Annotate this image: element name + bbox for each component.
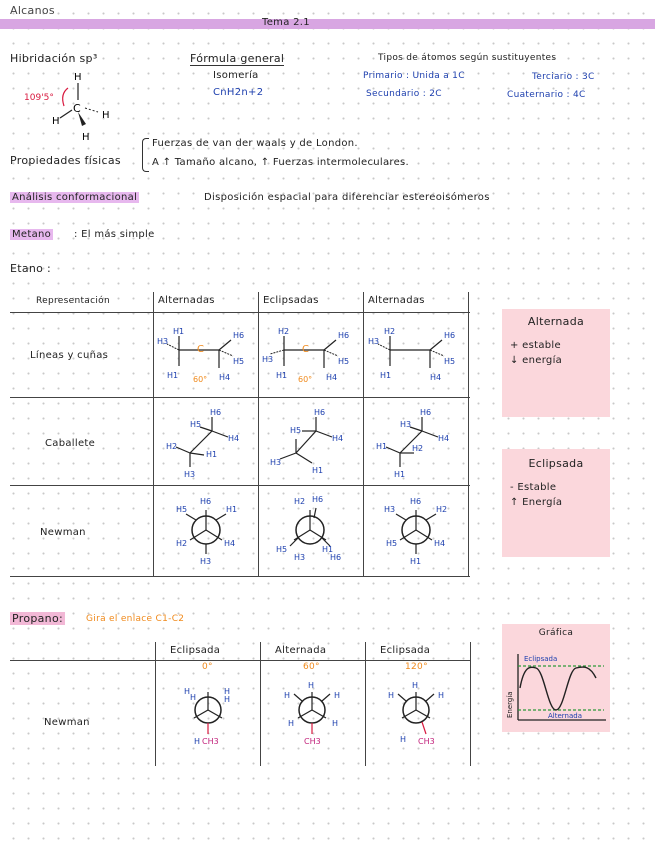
tipo-cuaternario: Cuaternario : 4C bbox=[507, 90, 586, 100]
svg-text:H3: H3 bbox=[294, 553, 306, 562]
etano-header-representacion: Representación bbox=[36, 296, 110, 306]
svg-text:H1: H1 bbox=[173, 327, 185, 336]
propiedades-label: Propiedades físicas bbox=[10, 154, 121, 167]
svg-text:H2: H2 bbox=[294, 497, 306, 506]
svg-text:H3: H3 bbox=[400, 420, 412, 429]
newman-propane-2 bbox=[280, 676, 350, 748]
topic-bar bbox=[0, 19, 655, 29]
svg-text:H6: H6 bbox=[312, 495, 324, 504]
tipo-primario: Primario : Unida a 1C bbox=[363, 71, 465, 81]
svg-text:H4: H4 bbox=[228, 434, 240, 443]
svg-text:H4: H4 bbox=[224, 539, 236, 548]
grafica-title: Gráfica bbox=[538, 628, 574, 638]
svg-text:H: H bbox=[438, 691, 445, 700]
svg-text:H4: H4 bbox=[326, 373, 338, 382]
svg-text:H: H bbox=[288, 719, 295, 728]
newman-ethane-3 bbox=[378, 490, 454, 570]
svg-text:H2: H2 bbox=[166, 442, 178, 451]
svg-text:H5: H5 bbox=[386, 539, 398, 548]
methane-tetrahedral-drawing bbox=[20, 66, 130, 146]
newman-propane-3 bbox=[384, 676, 454, 748]
card-eclipsada-line2: ↑ Energía bbox=[510, 497, 563, 508]
svg-text:H4: H4 bbox=[219, 373, 231, 382]
svg-text:H6: H6 bbox=[233, 331, 245, 340]
svg-text:H2: H2 bbox=[176, 539, 188, 548]
caballete-drawing-3 bbox=[372, 405, 457, 483]
angle-label: 109'5° bbox=[24, 93, 54, 103]
propano-angle-60: 60° bbox=[303, 662, 320, 672]
propano-angle-0: 0° bbox=[202, 662, 213, 672]
svg-text:H2: H2 bbox=[412, 444, 424, 453]
svg-text:H6: H6 bbox=[338, 331, 350, 340]
wedge-drawing-alternada-2 bbox=[368, 322, 458, 392]
svg-text:H1: H1 bbox=[380, 371, 392, 380]
svg-text:H1: H1 bbox=[206, 450, 218, 459]
etano-angle-2: 60° bbox=[298, 375, 313, 384]
svg-text:C: C bbox=[302, 344, 309, 355]
formula-label: Fórmula general bbox=[190, 52, 285, 65]
svg-text:H3: H3 bbox=[270, 458, 282, 467]
etano-header-eclipsadas: Eclipsadas bbox=[263, 295, 319, 306]
etano-row-lineas: Líneas y cuñas bbox=[30, 350, 109, 361]
svg-text:H6: H6 bbox=[200, 497, 212, 506]
page-title: Alcanos bbox=[10, 4, 55, 17]
propano-header-alternada: Alternada bbox=[275, 645, 327, 656]
svg-text:H1: H1 bbox=[410, 557, 422, 566]
caballete-drawing-1 bbox=[162, 405, 247, 483]
card-eclipsada-title: Eclipsada bbox=[528, 457, 584, 470]
svg-text:H6: H6 bbox=[444, 331, 456, 340]
svg-text:H1: H1 bbox=[322, 545, 334, 554]
svg-text:H: H bbox=[334, 691, 341, 700]
svg-text:H: H bbox=[400, 735, 407, 744]
propano-label: Propano: bbox=[12, 612, 63, 625]
svg-text:H2: H2 bbox=[384, 327, 396, 336]
svg-text:H5: H5 bbox=[176, 505, 188, 514]
grafica-top-label: Eclipsada bbox=[524, 655, 558, 663]
propiedades-line1: Fuerzas de van der waals y de London. bbox=[152, 138, 358, 149]
svg-text:H4: H4 bbox=[434, 539, 446, 548]
svg-text:H: H bbox=[284, 691, 291, 700]
svg-text:H1: H1 bbox=[394, 470, 406, 479]
svg-text:H5: H5 bbox=[338, 357, 350, 366]
tipo-secundario: Secundario : 2C bbox=[366, 89, 442, 99]
tipos-label: Tipos de átomos según sustituyentes bbox=[378, 53, 557, 63]
propano-header-eclipsada-1: Eclipsada bbox=[170, 645, 221, 656]
methyl-1: CH3 bbox=[202, 737, 219, 746]
atom-c-center: C bbox=[73, 102, 81, 115]
hibridacion-label: Hibridación sp³ bbox=[10, 52, 98, 65]
propano-row-newman: Newman bbox=[44, 717, 90, 728]
atom-h-bottom: H bbox=[82, 132, 90, 143]
svg-text:H: H bbox=[184, 687, 191, 696]
card-eclipsada-line1: - Estable bbox=[510, 482, 557, 493]
caballete-drawing-2 bbox=[266, 405, 351, 483]
grafica-bottom-label: Alternada bbox=[548, 712, 582, 720]
svg-text:H2: H2 bbox=[278, 327, 290, 336]
svg-text:H3: H3 bbox=[262, 355, 274, 364]
svg-text:H6: H6 bbox=[314, 408, 326, 417]
card-alternada-title: Alternada bbox=[527, 315, 585, 328]
svg-text:H5: H5 bbox=[444, 357, 456, 366]
svg-text:H4: H4 bbox=[332, 434, 344, 443]
svg-text:H6: H6 bbox=[410, 497, 422, 506]
svg-text:H1: H1 bbox=[226, 505, 238, 514]
newman-propane-1 bbox=[176, 676, 246, 748]
metano-text: : El más simple bbox=[74, 229, 155, 240]
svg-text:H: H bbox=[308, 681, 315, 690]
methyl-2: CH3 bbox=[304, 737, 321, 746]
brace bbox=[142, 138, 149, 172]
wedge-drawing-eclipsada bbox=[262, 322, 352, 392]
svg-text:H1: H1 bbox=[276, 371, 288, 380]
etano-angle-1: 60° bbox=[193, 375, 208, 384]
svg-text:H: H bbox=[224, 695, 231, 704]
tipo-terciario: Terciario : 3C bbox=[532, 72, 595, 82]
analisis-text: Disposición espacial para diferenciar estereoisómeros bbox=[204, 192, 490, 203]
etano-header-alternadas-1: Alternadas bbox=[158, 295, 215, 306]
card-eclipsada bbox=[502, 449, 610, 557]
newman-ethane-1 bbox=[168, 490, 244, 570]
topic-label: Tema 2.1 bbox=[262, 17, 310, 28]
svg-text:H5: H5 bbox=[276, 545, 288, 554]
svg-text:H5: H5 bbox=[190, 420, 202, 429]
svg-text:H3: H3 bbox=[200, 557, 212, 566]
methyl-3: CH3 bbox=[418, 737, 435, 746]
newman-ethane-2 bbox=[272, 490, 348, 570]
svg-text:H: H bbox=[224, 687, 231, 696]
svg-text:H5: H5 bbox=[233, 357, 245, 366]
etano-row-caballete: Caballete bbox=[45, 438, 96, 449]
svg-text:H: H bbox=[194, 737, 201, 746]
card-alternada-line2: ↓ energía bbox=[510, 355, 563, 366]
svg-text:C: C bbox=[197, 344, 204, 355]
svg-text:H6: H6 bbox=[330, 553, 342, 562]
svg-text:H1: H1 bbox=[376, 442, 388, 451]
formula-expression: CnH2n+2 bbox=[213, 87, 264, 98]
analisis-label: Análisis conformacional bbox=[12, 192, 138, 203]
svg-text:H6: H6 bbox=[210, 408, 222, 417]
svg-text:H3: H3 bbox=[157, 337, 169, 346]
svg-text:H5: H5 bbox=[290, 426, 302, 435]
propano-text: Gira el enlace C1-C2 bbox=[86, 614, 185, 624]
svg-text:H3: H3 bbox=[184, 470, 196, 479]
svg-text:H: H bbox=[332, 719, 339, 728]
svg-text:H4: H4 bbox=[430, 373, 442, 382]
metano-label: Metano bbox=[12, 229, 52, 240]
svg-text:H: H bbox=[388, 691, 395, 700]
svg-text:H3: H3 bbox=[384, 505, 396, 514]
energy-graph bbox=[504, 648, 608, 730]
svg-text:H1: H1 bbox=[312, 466, 324, 475]
etano-row-newman: Newman bbox=[40, 527, 86, 538]
etano-label: Etano : bbox=[10, 262, 52, 275]
isomeria-text: Isomería bbox=[213, 70, 259, 81]
svg-text:H4: H4 bbox=[438, 434, 450, 443]
atom-h-top: H bbox=[74, 72, 82, 83]
propano-header-eclipsada-2: Eclipsada bbox=[380, 645, 431, 656]
svg-text:H3: H3 bbox=[368, 337, 380, 346]
atom-h-left: H bbox=[52, 116, 60, 127]
card-alternada bbox=[502, 309, 610, 417]
svg-text:H: H bbox=[412, 681, 419, 690]
etano-header-alternadas-2: Alternadas bbox=[368, 295, 425, 306]
svg-text:H6: H6 bbox=[420, 408, 432, 417]
propiedades-line2: A ↑ Tamaño alcano, ↑ Fuerzas intermoleculares. bbox=[152, 157, 410, 168]
card-alternada-line1: + estable bbox=[510, 340, 561, 351]
svg-text:H1: H1 bbox=[167, 371, 179, 380]
svg-text:H2: H2 bbox=[436, 505, 448, 514]
atom-h-right: H bbox=[102, 110, 110, 121]
grafica-axis-label: Energía bbox=[506, 691, 514, 718]
propano-angle-120: 120° bbox=[405, 662, 428, 672]
svg-text:H: H bbox=[190, 693, 197, 702]
wedge-drawing-alternada-1 bbox=[157, 322, 247, 392]
